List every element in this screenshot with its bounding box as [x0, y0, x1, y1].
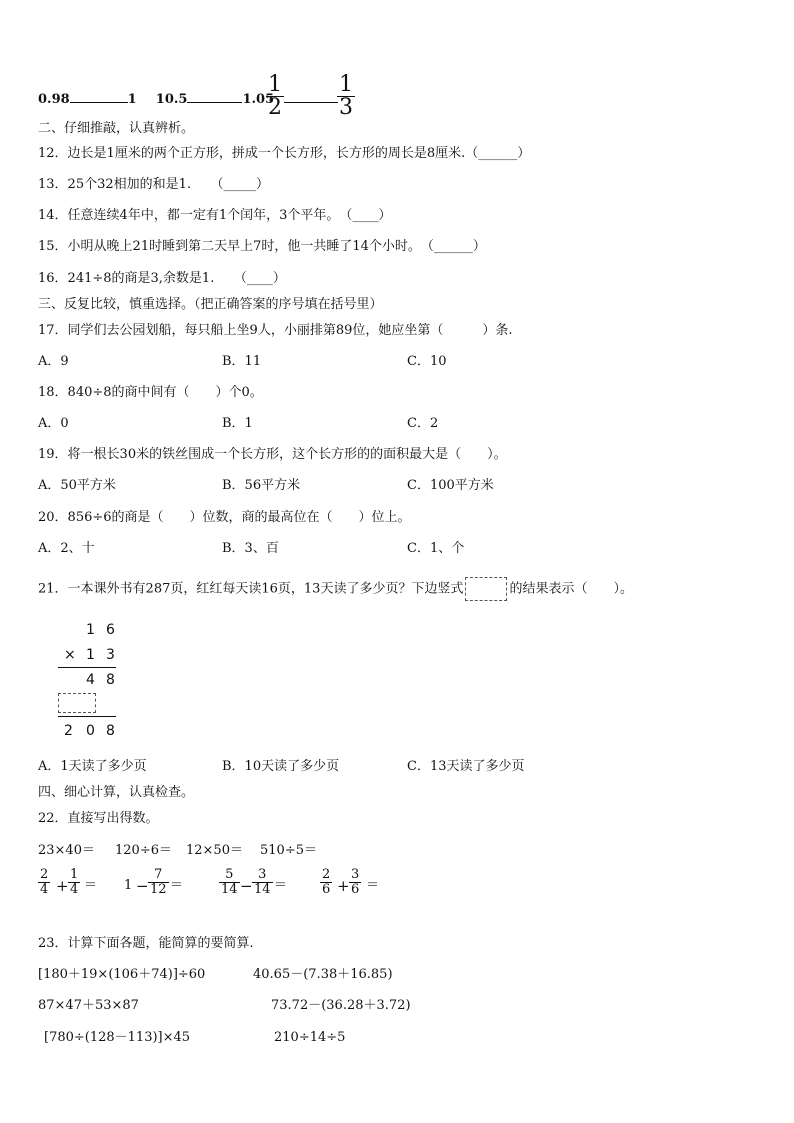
- question-21-stem-post: 的结果表示（ ）。: [509, 581, 633, 597]
- question-17-option-a[interactable]: A．9: [38, 354, 69, 369]
- q23-item-1: [180＋19×(106＋74)]÷60: [38, 967, 206, 982]
- q23-item-4: 73.72－(36.28＋3.72): [271, 998, 411, 1013]
- vm-r5-d3: 8: [106, 723, 115, 739]
- question-12: 12．边长是1厘米的两个正方形，拼成一个长方形，长方形的周长是8厘米.（______）: [38, 146, 531, 161]
- question-14: 14．任意连续4年中，都一定有1个闰年，3个平年。 （____）: [38, 208, 392, 223]
- question-17-option-c[interactable]: C．10: [407, 354, 447, 369]
- question-19-stem: 19．将一根长30米的铁丝围成一个长方形，这个长方形的的面积最大是（ ）。: [38, 447, 507, 462]
- q23-item-6: 210÷14÷5: [274, 1030, 346, 1045]
- question-23-title: 23．计算下面各题，能简算的要简算.: [38, 936, 254, 951]
- vm-times: ×: [64, 647, 76, 663]
- vm-r3-d2: 8: [106, 672, 115, 688]
- question-22-title: 22．直接写出得数。: [38, 811, 159, 826]
- question-16: 16．241÷8的商是3,余数是1. （____）: [38, 271, 286, 286]
- q22-item-1: 23×40＝: [38, 843, 95, 858]
- question-19-option-b[interactable]: B．56平方米: [222, 478, 301, 493]
- compare-d: 1.05: [242, 92, 275, 107]
- question-20-option-a[interactable]: A．2、十: [38, 541, 95, 556]
- question-20-option-c[interactable]: C．1、个: [407, 541, 465, 556]
- q22-item-2: 120÷6＝: [115, 843, 172, 858]
- vm-r2-d2: 3: [106, 647, 115, 663]
- question-20-option-b[interactable]: B．3、百: [222, 541, 279, 556]
- section-3-title: 三、反复比较，慎重选择。（把正确答案的序号填在括号里）: [38, 297, 383, 312]
- question-15: 15．小明从晚上21时睡到第二天早上7时，他一共睡了14个小时。 （______）: [38, 239, 486, 254]
- compare-a: 0.98: [38, 92, 70, 107]
- question-18-stem: 18．840÷8的商中间有（ ）个0。: [38, 385, 263, 400]
- section-2-title: 二、仔细推敲，认真辨析。: [38, 121, 195, 136]
- question-19-option-c[interactable]: C．100平方米: [407, 478, 494, 493]
- question-21-stem: [38, 577, 633, 601]
- q22-item-3: 12×50＝: [186, 843, 243, 858]
- vm-rule-2: [58, 716, 116, 717]
- question-21-stem-pre: 21．一本课外书有287页，红红每天读16页，13天读了多少页？下边竖式: [38, 581, 464, 597]
- q22-item-4: 510÷5＝: [260, 843, 317, 858]
- question-21-option-a[interactable]: A．1天读了多少页: [38, 759, 147, 774]
- q23-item-3: 87×47＋53×87: [38, 998, 139, 1013]
- fraction-third: $\frac{1}{3}$: [339, 72, 353, 120]
- vm-r5-d1: 2: [64, 723, 73, 739]
- vm-r3-d1: 4: [86, 672, 95, 688]
- compare-b: 1: [127, 92, 137, 107]
- question-21-dashed-box: [465, 577, 507, 601]
- blank-3[interactable]: [284, 102, 338, 103]
- section-4-title: 四、细心计算，认真检查。: [38, 785, 195, 800]
- question-19-option-a[interactable]: A．50平方米: [38, 478, 116, 493]
- q23-item-2: 40.65－(7.38＋16.85): [253, 967, 393, 982]
- vm-r2-d1: 1: [86, 647, 95, 663]
- question-13: 13．25个32相加的和是1. （_____）: [38, 177, 270, 192]
- vm-rule-1: [58, 667, 116, 668]
- vm-r1-d2: 6: [106, 622, 115, 638]
- vm-r1-d1: 1: [86, 622, 95, 638]
- question-18-option-b[interactable]: B．1: [222, 416, 253, 431]
- question-17-option-b[interactable]: B．11: [222, 354, 262, 369]
- question-18-option-a[interactable]: A．0: [38, 416, 69, 431]
- blank-1[interactable]: [70, 90, 128, 103]
- fraction-half: $\frac{1}{2}$: [268, 72, 282, 120]
- blank-2[interactable]: [187, 90, 242, 103]
- vm-r5-d2: 0: [86, 723, 95, 739]
- q23-item-5: [780÷(128－113)]×45: [44, 1030, 191, 1045]
- compare-line: [38, 90, 274, 108]
- question-18-option-c[interactable]: C．2: [407, 416, 439, 431]
- question-20-stem: 20．856÷6的商是（ ）位数，商的最高位在（ ）位上。: [38, 510, 411, 525]
- question-17-stem: 17．同学们去公园划船，每只船上坐9人，小丽排第89位，她应坐第（ ）条.: [38, 323, 513, 338]
- vm-dashed-box: [58, 693, 96, 713]
- compare-c: 10.5: [155, 92, 188, 107]
- question-21-option-b[interactable]: B．10天读了多少页: [222, 759, 340, 774]
- question-21-option-c[interactable]: C．13天读了多少页: [407, 759, 525, 774]
